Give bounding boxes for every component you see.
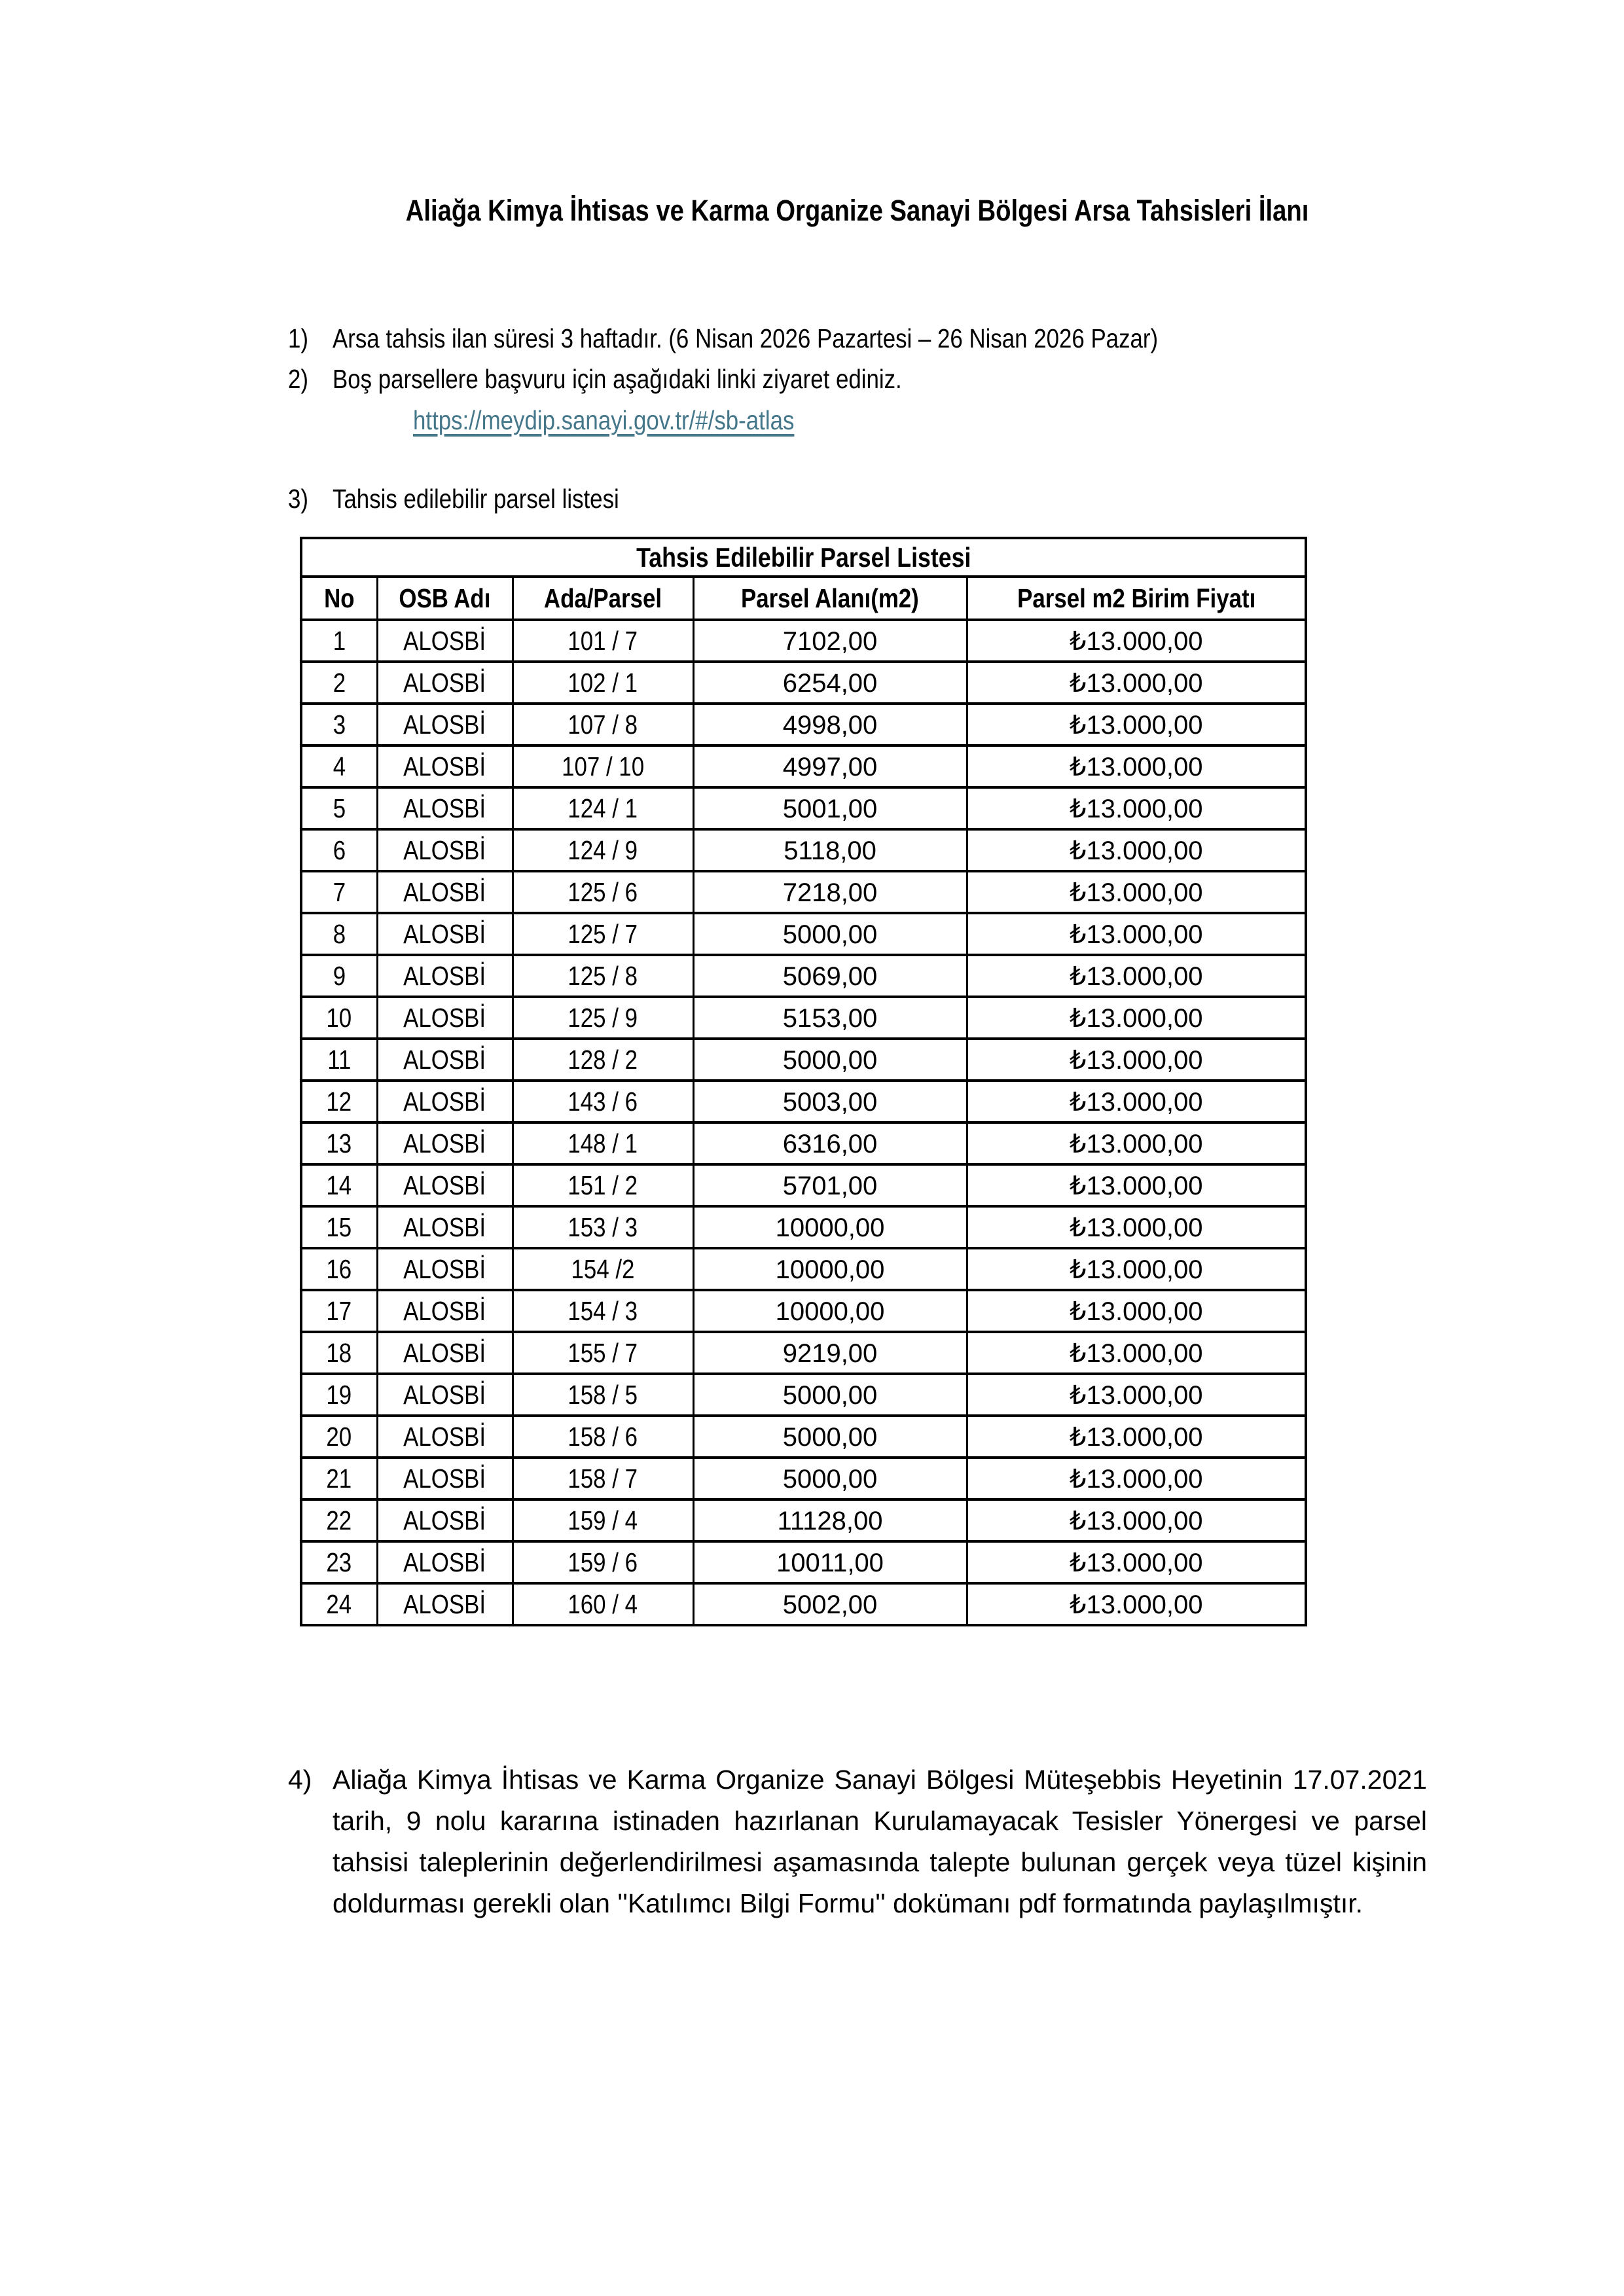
table-row (301, 1164, 1306, 1206)
cell-no: 13 (301, 1122, 377, 1164)
cell-fiyat: ₺13.000,00 (967, 1081, 1306, 1122)
parcel-table (300, 537, 1307, 1626)
table-row (301, 620, 1306, 662)
table-header-row (301, 577, 1306, 620)
cell-ada: 151 / 2 (513, 1164, 693, 1206)
cell-osb: ALOSBİ (377, 1499, 513, 1541)
cell-ada: 125 / 7 (513, 913, 693, 955)
cell-alan: 5001,00 (693, 787, 967, 829)
table-row (301, 1122, 1306, 1164)
cell-ada: 125 / 6 (513, 871, 693, 913)
cell-no: 19 (301, 1374, 377, 1416)
table-row (301, 1039, 1306, 1081)
col-header-osb-adi: OSB Adı (377, 577, 513, 620)
cell-no: 8 (301, 913, 377, 955)
cell-no: 11 (301, 1039, 377, 1081)
cell-osb: ALOSBİ (377, 1164, 513, 1206)
cell-no: 22 (301, 1499, 377, 1541)
cell-osb: ALOSBİ (377, 745, 513, 787)
cell-fiyat: ₺13.000,00 (967, 1206, 1306, 1248)
cell-ada: 125 / 8 (513, 955, 693, 997)
cell-alan: 5118,00 (693, 829, 967, 871)
table-row (301, 1583, 1306, 1625)
cell-osb: ALOSBİ (377, 1039, 513, 1081)
cell-fiyat: ₺13.000,00 (967, 704, 1306, 745)
cell-alan: 4997,00 (693, 745, 967, 787)
parcel-map-link[interactable]: https://meydip.sanayi.gov.tr/#/sb-atlas (413, 405, 795, 435)
list-item-4-text: Aliağa Kimya İhtisas ve Karma Organize Sanayi Bölgesi Müteşebbis Heyetinin 17.07.2021 tarih, 9 nolu kararına istinaden hazırlanan Kurulamayacak Tesisler Yönergesi ve parsel tahsisi taleplerinin değerlendirilmesi aşamasında talepte bulunan gerçek veya tüzel kişinin doldurması gerekli olan ''Katılımcı Bilgi Formu'' dokümanı pdf formatında paylaşılmıştır. (333, 1765, 1427, 1918)
cell-alan: 5000,00 (693, 1374, 967, 1416)
cell-no: 2 (301, 662, 377, 704)
cell-fiyat: ₺13.000,00 (967, 1499, 1306, 1541)
cell-fiyat: ₺13.000,00 (967, 913, 1306, 955)
table-row (301, 787, 1306, 829)
page-title (288, 194, 1427, 228)
cell-osb: ALOSBİ (377, 1583, 513, 1625)
cell-alan: 11128,00 (693, 1499, 967, 1541)
table-row (301, 829, 1306, 871)
cell-no: 3 (301, 704, 377, 745)
table-row (301, 955, 1306, 997)
cell-ada: 125 / 9 (513, 997, 693, 1039)
cell-osb: ALOSBİ (377, 1290, 513, 1332)
cell-osb: ALOSBİ (377, 1458, 513, 1499)
cell-fiyat: ₺13.000,00 (967, 1416, 1306, 1458)
cell-ada: 155 / 7 (513, 1332, 693, 1374)
cell-no: 15 (301, 1206, 377, 1248)
cell-no: 1 (301, 620, 377, 662)
list-item-4 (288, 1759, 1427, 1924)
cell-alan: 5701,00 (693, 1164, 967, 1206)
cell-alan: 10000,00 (693, 1206, 967, 1248)
cell-ada: 128 / 2 (513, 1039, 693, 1081)
cell-alan: 10000,00 (693, 1290, 967, 1332)
link-line (413, 404, 861, 437)
cell-alan: 5069,00 (693, 955, 967, 997)
cell-fiyat: ₺13.000,00 (967, 1039, 1306, 1081)
cell-osb: ALOSBİ (377, 1332, 513, 1374)
table-row (301, 1374, 1306, 1416)
list-item-2-text: Boş parsellere başvuru için aşağıdaki linki ziyaret ediniz. (333, 364, 902, 394)
cell-alan: 5000,00 (693, 1458, 967, 1499)
cell-osb: ALOSBİ (377, 1122, 513, 1164)
table-title-row (301, 538, 1306, 577)
cell-ada: 107 / 8 (513, 704, 693, 745)
cell-ada: 160 / 4 (513, 1583, 693, 1625)
cell-fiyat: ₺13.000,00 (967, 1374, 1306, 1416)
cell-alan: 7102,00 (693, 620, 967, 662)
cell-no: 14 (301, 1164, 377, 1206)
cell-alan: 4998,00 (693, 704, 967, 745)
cell-osb: ALOSBİ (377, 871, 513, 913)
table-row (301, 1332, 1306, 1374)
col-header-birim-fiyati: Parsel m2 Birim Fiyatı (967, 577, 1306, 620)
cell-ada: 154 /2 (513, 1248, 693, 1290)
list-item-1-number: 1) (288, 323, 308, 353)
table-row (301, 1416, 1306, 1458)
cell-ada: 158 / 7 (513, 1458, 693, 1499)
page-title-text: Aliağa Kimya İhtisas ve Karma Organize Sanayi Bölgesi Arsa Tahsisleri İlanı (406, 194, 1309, 227)
cell-fiyat: ₺13.000,00 (967, 662, 1306, 704)
cell-no: 23 (301, 1541, 377, 1583)
cell-osb: ALOSBİ (377, 1374, 513, 1416)
cell-no: 5 (301, 787, 377, 829)
cell-no: 10 (301, 997, 377, 1039)
cell-alan: 6316,00 (693, 1122, 967, 1164)
cell-osb: ALOSBİ (377, 1248, 513, 1290)
table-row (301, 704, 1306, 745)
table-row (301, 745, 1306, 787)
cell-alan: 5000,00 (693, 1039, 967, 1081)
cell-alan: 7218,00 (693, 871, 967, 913)
cell-osb: ALOSBİ (377, 955, 513, 997)
table-title-cell (301, 538, 1306, 577)
cell-osb: ALOSBİ (377, 662, 513, 704)
cell-ada: 154 / 3 (513, 1290, 693, 1332)
cell-fiyat: ₺13.000,00 (967, 871, 1306, 913)
cell-osb: ALOSBİ (377, 1416, 513, 1458)
cell-fiyat: ₺13.000,00 (967, 955, 1306, 997)
parcel-table-body (301, 620, 1306, 1625)
table-row (301, 1206, 1306, 1248)
cell-alan: 10000,00 (693, 1248, 967, 1290)
cell-ada: 158 / 5 (513, 1374, 693, 1416)
cell-osb: ALOSBİ (377, 997, 513, 1039)
table-row (301, 1081, 1306, 1122)
cell-alan: 9219,00 (693, 1332, 967, 1374)
table-row (301, 662, 1306, 704)
table-row (301, 1458, 1306, 1499)
list-item-1-text: Arsa tahsis ilan süresi 3 haftadır. (6 Nisan 2026 Pazartesi – 26 Nisan 2026 Pazar) (333, 323, 1159, 353)
table-row (301, 871, 1306, 913)
cell-no: 18 (301, 1332, 377, 1374)
col-header-parsel-alani: Parsel Alanı(m2) (693, 577, 967, 620)
cell-no: 6 (301, 829, 377, 871)
cell-alan: 5153,00 (693, 997, 967, 1039)
cell-fiyat: ₺13.000,00 (967, 1248, 1306, 1290)
cell-fiyat: ₺13.000,00 (967, 1290, 1306, 1332)
cell-ada: 124 / 9 (513, 829, 693, 871)
table-row (301, 997, 1306, 1039)
cell-fiyat: ₺13.000,00 (967, 1541, 1306, 1583)
cell-ada: 158 / 6 (513, 1416, 693, 1458)
list-item-3-text: Tahsis edilebilir parsel listesi (333, 484, 619, 514)
col-header-no: No (301, 577, 377, 620)
list-item-3-number: 3) (288, 484, 308, 514)
col-header-ada-parsel: Ada/Parsel (513, 577, 693, 620)
cell-alan: 5003,00 (693, 1081, 967, 1122)
cell-fiyat: ₺13.000,00 (967, 997, 1306, 1039)
cell-fiyat: ₺13.000,00 (967, 1332, 1306, 1374)
cell-osb: ALOSBİ (377, 1081, 513, 1122)
table-row (301, 1290, 1306, 1332)
cell-fiyat: ₺13.000,00 (967, 1122, 1306, 1164)
cell-osb: ALOSBİ (377, 787, 513, 829)
list-item-2-number: 2) (288, 364, 308, 394)
cell-fiyat: ₺13.000,00 (967, 620, 1306, 662)
cell-no: 16 (301, 1248, 377, 1290)
table-row (301, 1248, 1306, 1290)
cell-osb: ALOSBİ (377, 1206, 513, 1248)
table-row (301, 1499, 1306, 1541)
cell-ada: 159 / 4 (513, 1499, 693, 1541)
cell-ada: 124 / 1 (513, 787, 693, 829)
cell-alan: 5002,00 (693, 1583, 967, 1625)
table-title-text: Tahsis Edilebilir Parsel Listesi (636, 541, 971, 573)
cell-fiyat: ₺13.000,00 (967, 1458, 1306, 1499)
cell-no: 17 (301, 1290, 377, 1332)
list-item-4-number: 4) (288, 1765, 312, 1795)
cell-alan: 10011,00 (693, 1541, 967, 1583)
cell-fiyat: ₺13.000,00 (967, 1164, 1306, 1206)
cell-no: 21 (301, 1458, 377, 1499)
cell-no: 12 (301, 1081, 377, 1122)
cell-no: 4 (301, 745, 377, 787)
cell-ada: 102 / 1 (513, 662, 693, 704)
cell-no: 20 (301, 1416, 377, 1458)
cell-fiyat: ₺13.000,00 (967, 745, 1306, 787)
cell-fiyat: ₺13.000,00 (967, 829, 1306, 871)
cell-ada: 153 / 3 (513, 1206, 693, 1248)
cell-osb: ALOSBİ (377, 913, 513, 955)
table-row (301, 1541, 1306, 1583)
cell-fiyat: ₺13.000,00 (967, 787, 1306, 829)
cell-alan: 6254,00 (693, 662, 967, 704)
cell-no: 9 (301, 955, 377, 997)
cell-alan: 5000,00 (693, 1416, 967, 1458)
cell-ada: 101 / 7 (513, 620, 693, 662)
cell-alan: 5000,00 (693, 913, 967, 955)
cell-ada: 159 / 6 (513, 1541, 693, 1583)
cell-ada: 107 / 10 (513, 745, 693, 787)
cell-ada: 148 / 1 (513, 1122, 693, 1164)
cell-no: 24 (301, 1583, 377, 1625)
cell-ada: 143 / 6 (513, 1081, 693, 1122)
cell-no: 7 (301, 871, 377, 913)
cell-osb: ALOSBİ (377, 1541, 513, 1583)
cell-osb: ALOSBİ (377, 829, 513, 871)
cell-fiyat: ₺13.000,00 (967, 1583, 1306, 1625)
cell-osb: ALOSBİ (377, 704, 513, 745)
cell-osb: ALOSBİ (377, 620, 513, 662)
table-row (301, 913, 1306, 955)
